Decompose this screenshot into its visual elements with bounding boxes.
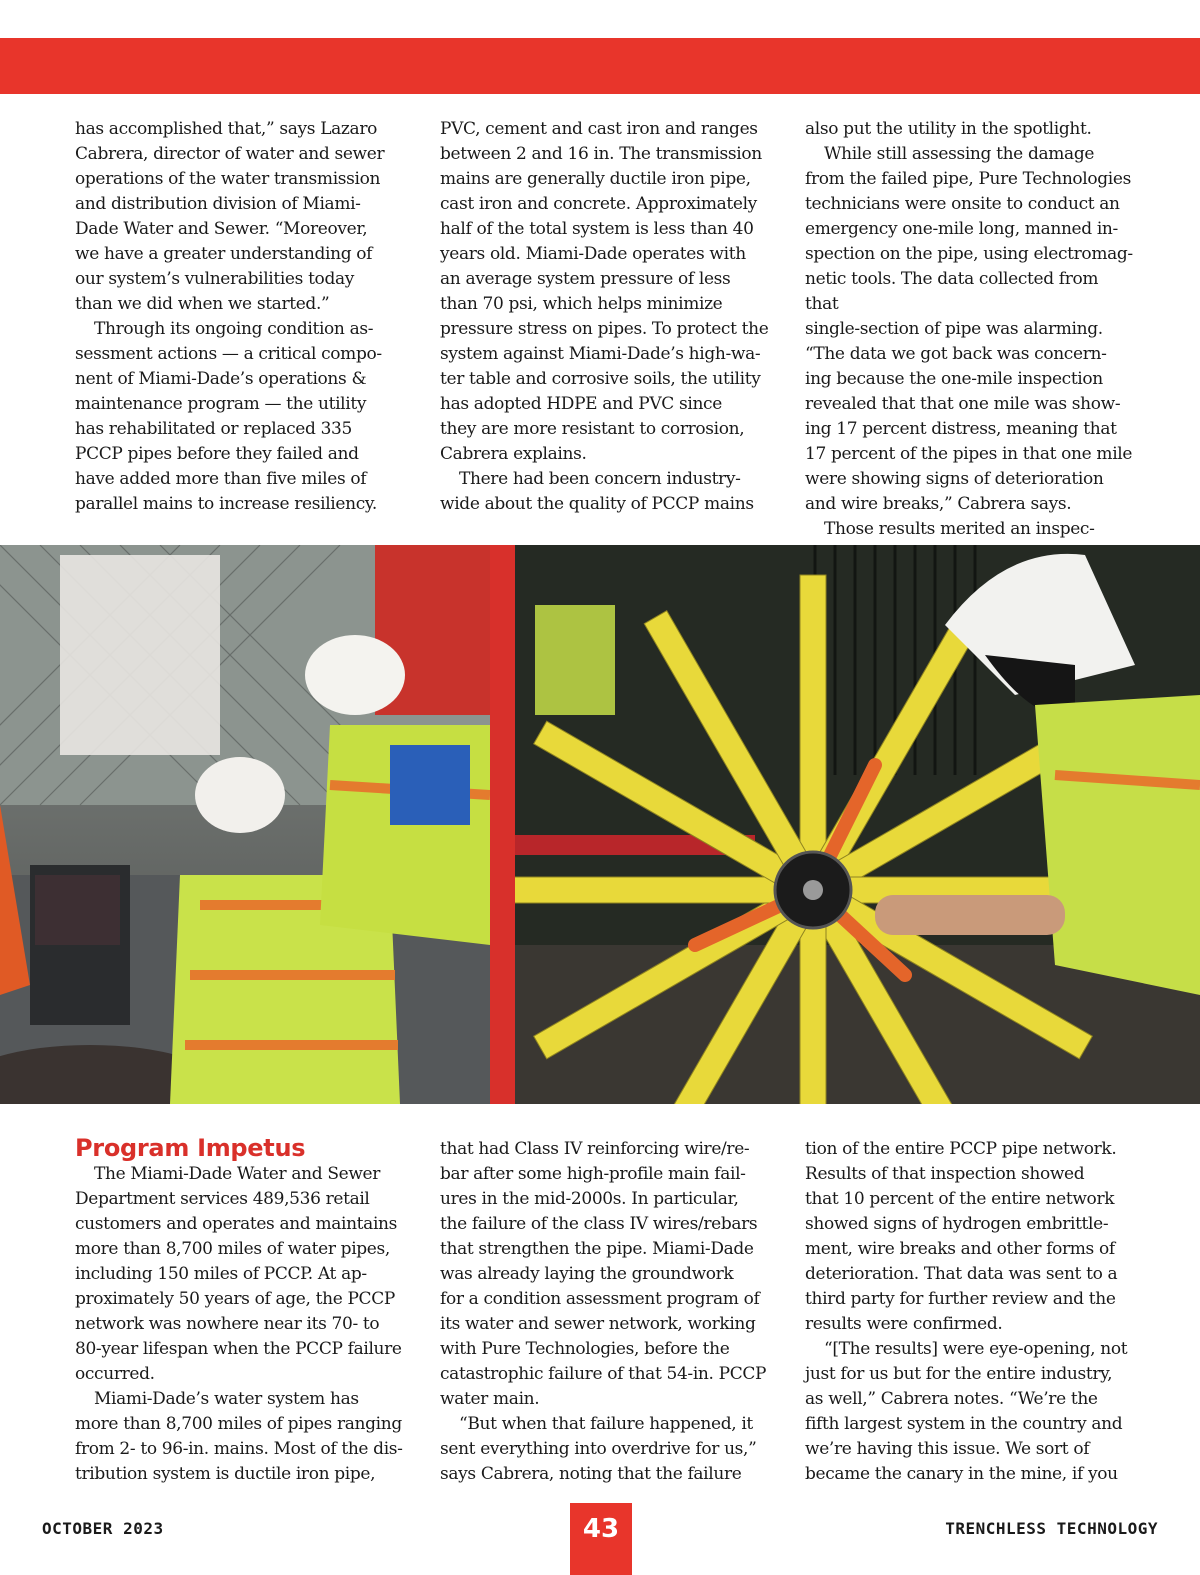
paragraph: While still assessing the damage from the failed pipe, Pure Technologies technicians were onsite to conduct an emergency one-mile long, manned in- spection on the pipe, using electromag- netic tools. The data collected from that single-section of pipe was alarming. “The data we got back was concern- ing because the one-mile inspection revealed that that one mile was show- ing 17 percent distress, meaning that 17 percent of the pipes in that one mile were showing signs of deterioration and wire breaks,” Cabrera says.: [805, 144, 1133, 514]
publication-name: TRENCHLESS TECHNOLOGY: [945, 1519, 1158, 1538]
paragraph: Those results merited an inspec-: [824, 519, 1095, 539]
paragraph: There had been concern industry- wide about the quality of PCCP mains: [440, 469, 754, 514]
photo-divider: [490, 545, 515, 1104]
paragraph: tion of the entire PCCP pipe network. Results of that inspection showed that 10 percent of the entire network showed signs of hydrogen embrittle- ment, wire breaks and other forms of deterioration. That data was sent to a third party for further review and the results were confirmed.: [805, 1139, 1118, 1334]
column-1-bottom: [75, 1134, 405, 1487]
paragraph: PVC, cement and cast iron and ranges between 2 and 16 in. The transmission mains are generally ductile iron pipe, cast iron and concrete. Approximately half of the total system is less than 40 years old. Miami-Dade operates with an average system pressure of less than 70 psi, which helps minimize pressure stress on pipes. To protect the system against Miami-Dade’s high-wa- ter table and corrosive soils, the utility has adopted HDPE and PVC since they are more resistant to corrosion, Cabrera explains.: [440, 119, 769, 464]
paragraph: Through its ongoing condition as- sessment actions — a critical compo- nent of Miami-Dade’s operations & maintenance program — the utility has rehabilitated or replaced 335 PCCP pipes before they failed and have added more than five miles of parallel mains to increase resiliency.: [75, 319, 382, 514]
photo-workers-at-manhole: [0, 545, 490, 1104]
page-number: 43: [570, 1503, 632, 1575]
column-3-bottom: [805, 1137, 1135, 1487]
paragraph: Miami-Dade’s water system has more than 8,700 miles of pipes ranging from 2- to 96-in. mains. Most of the dis- tribution system is ductile iron pipe,: [75, 1389, 403, 1484]
photo-inspection-tool: [515, 545, 1200, 1104]
column-2-bottom: [440, 1137, 770, 1487]
column-1-top: [75, 117, 405, 517]
section-heading: Program Impetus: [75, 1134, 306, 1162]
paragraph: The Miami-Dade Water and Sewer Department services 489,536 retail customers and operates and maintains more than 8,700 miles of water pipes, including 150 miles of PCCP. At ap- proximately 50 years of age, the PCCP network was nowhere near its 70- to 80-year lifespan when the PCCP failure occurred.: [75, 1164, 402, 1384]
column-3-top: [805, 117, 1135, 542]
paragraph: “But when that failure happened, it sent everything into overdrive for us,” says Cabrera, noting that the failure: [440, 1414, 757, 1484]
paragraph: that had Class IV reinforcing wire/re- bar after some high-profile main fail- ures in the mid-2000s. In particular, the failure of the class IV wires/rebars that strengthen the pipe. Miami-Dade was already laying the groundwork for a condition assessment program of its water and sewer network, working with Pure Technologies, before the catastrophic failure of that 54-in. PCCP water main.: [440, 1139, 767, 1409]
issue-date: OCTOBER 2023: [42, 1519, 164, 1538]
paragraph: has accomplished that,” says Lazaro Cabrera, director of water and sewer operations of the water transmission and distribution division of Miami- Dade Water and Sewer. “Moreover, we have a greater understanding of our system’s vulnerabilities today than we did when we started.”: [75, 119, 385, 314]
header-color-bar: [0, 38, 1200, 94]
paragraph: also put the utility in the spotlight.: [805, 119, 1092, 139]
paragraph: “[The results] were eye-opening, not just for us but for the entire industry, as well,” Cabrera notes. “We’re the fifth largest system in the country and we’re having this issue. We sort of became the canary in the mine, if you: [805, 1339, 1128, 1484]
column-2-top: [440, 117, 770, 517]
